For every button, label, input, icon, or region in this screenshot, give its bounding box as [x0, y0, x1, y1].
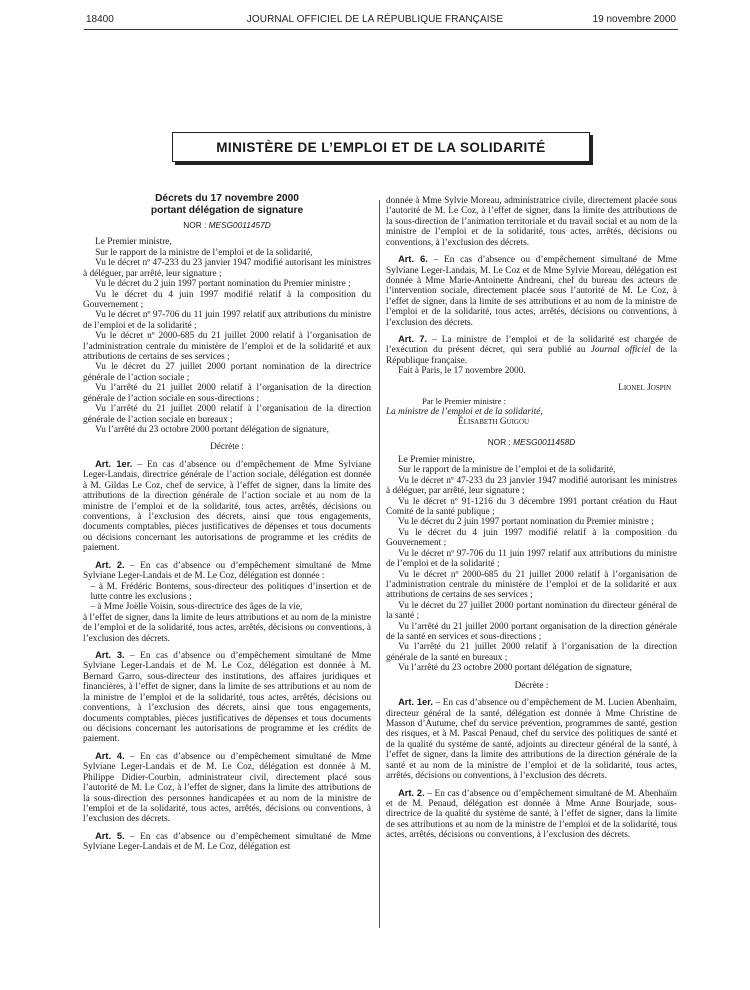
- signature-prime-minister: Lionel Jospin: [618, 382, 671, 393]
- article-6: [386, 254, 677, 328]
- article-label: Art. 2.: [398, 787, 425, 798]
- article-label: Art. 5.: [95, 830, 125, 841]
- article-text: – La ministre de l’emploi et de la solidarité est chargée de l’exécution du présent décret, qui sera publié au: [386, 335, 677, 356]
- preamble-line: Vu le décret du 2 juin 1997 portant nomination du Premier ministre ;: [95, 279, 351, 290]
- decree-subtitle: portant délégation de signature: [150, 205, 304, 216]
- preamble-line: Vu le décret du 2 juin 1997 portant nomination du Premier ministre ;: [398, 517, 654, 528]
- article-text: – En cas d’absence ou d’empêchement simultané de Mme Sylviane Leger-Landais et de M. Le Coz, délégation est donnée à M. Philippe Didier-Courbin, administrateur civil, directement placé sous l’autorité de M. Le Coz, à l’effet de signer, dans la limite des attributions de la sous-direction des personnes handicapées et au nom de la ministre de l’emploi et de la solidarité, tous actes, arrêtés, décisions ou conventions, à l’exclusion des décrets.: [83, 751, 371, 825]
- signature-by: Par le Premier ministre :: [422, 396, 507, 407]
- article-2: [83, 560, 371, 582]
- header-rule: [84, 29, 678, 30]
- preamble-line: Vu l’arrêté du 21 juillet 2000 relatif à l’organisation de la direction générale de la santé en bureaux ;: [386, 642, 677, 663]
- article-7: [386, 334, 677, 366]
- preamble-line: Vu le décret nº 2000-685 du 21 juillet 2000 relatif à l’organisation de l’administration centrale du ministère de l’emploi et de la solidarité et aux attributions de certains de ses services ;: [386, 569, 677, 601]
- article-text: – En cas d’absence ou d’empêchement simultané de Mme Sylviane Leger-Landais et de M. Le Coz, délégation est donnée à M. Bernard Garro, sous-directeur des institutions, des affaires juridiques et financières, à l’effet de signer, dans la limite de ses attributions et au nom de la ministre de l’emploi et de la solidarité, tous actes, arrêtés, décisions ou conventions, à l’exclusion des décrets, ainsi que tous engagements, documents comptables, pièces justificatives de dépenses et tous documents ou décisions concernant les autorisations de programme et les crédits de paiement.: [83, 651, 371, 745]
- preamble-line: Vu l’arrêté du 21 juillet 2000 portant organisation de la direction générale de la santé en services et sous-directions ;: [386, 621, 677, 643]
- journal-name: Journal officiel: [590, 345, 651, 356]
- article-label: Art. 4.: [95, 750, 125, 761]
- preamble-line: Vu le décret nº 47-233 du 23 janvier 1947 modifié autorisant les ministres à déléguer, par arrêté, leur signature ;: [386, 475, 677, 497]
- preamble-line: Sur le rapport de la ministre de l’emploi et de la solidarité,: [95, 247, 313, 258]
- preamble-line: Vu le décret du 27 juillet 2000 portant nomination de la directrice générale de l’action sociale ;: [83, 362, 371, 383]
- article-3: [83, 650, 371, 745]
- preamble-line: Vu l’arrêté du 21 juillet 2000 relatif à l’organisation de la direction générale de l’action sociale en bureaux ;: [83, 404, 371, 425]
- preamble-line: Vu l’arrêté du 23 octobre 2000 portant délégation de signature,: [95, 425, 329, 436]
- article-text: – En cas d’absence ou d’empêchement de Mme Sylviane Leger-Landais, directrice générale de l’action sociale, délégation est donnée à M. Gildas Le Coz, chef de service, à l’effet de signer, dans la limite des attributions de la direction générale de l’action sociale et au nom de la ministre de l’emploi et de la solidarité, tous actes, arrêtés, décisions ou conventions, à l’exclusion des décrets, ainsi que tous engagements, documents comptables, pièces justificatives de dépenses et tous documents ou décisions concernant les autorisations de programme et les crédits de paiement.: [83, 459, 372, 554]
- right-column: [386, 196, 677, 841]
- article-text: donnée à Mme Sylvie Moreau, administratrice civile, directement placée sous l’autorité de M. Le Coz, à l’effet de signer, dans la limite des attributions de la sous-direction de l’animation territoriale et du travail social et au nom de la ministre de l’emploi et de la solidarité, tous actes, arrêtés, décisions ou conventions, à l’exclusion des décrets.: [386, 196, 677, 248]
- minister-role: La ministre de l’emploi et de la solidarité,: [386, 406, 543, 417]
- nor-reference: [83, 220, 371, 230]
- list-item: – à M. Frédéric Bontems, sous-directeur des politiques d’insertion et de lutte contre les exclusions ;: [90, 581, 371, 602]
- article-text: de la République française.: [386, 345, 677, 366]
- left-column: [83, 193, 371, 853]
- article-5: [83, 831, 371, 853]
- article-text: – En cas d’absence ou d’empêchement simultané de Mme Sylviane Leger-Landais et de M. Le Coz, délégation est donnée :: [83, 560, 371, 582]
- article-label: Art. 2.: [95, 559, 125, 570]
- ministry-heading: [172, 132, 590, 162]
- article-4: [83, 751, 371, 825]
- preamble-line: Vu le décret nº 97-706 du 11 juin 1997 relatif aux attributions du ministre de l’emploi et de la solidarité ;: [83, 310, 371, 331]
- column-divider: [379, 200, 380, 928]
- article-label: Art. 3.: [95, 650, 125, 661]
- nor-code: MESG0011458D: [513, 437, 576, 448]
- preamble-line: Vu le décret du 4 juin 1997 modifié relatif à la composition du Gouvernement ;: [83, 289, 371, 310]
- ministry-title: MINISTÈRE DE L’EMPLOI ET DE LA SOLIDARITÉ: [216, 139, 546, 155]
- nor-label: NOR :: [487, 437, 511, 448]
- preamble-line: Sur le rapport de la ministre de l’emploi et de la solidarité,: [398, 465, 616, 476]
- article-1: [83, 459, 371, 554]
- preamble-line: Vu l’arrêté du 21 juillet 2000 relatif à l’organisation de la direction générale de l’action sociale en sous-directions ;: [83, 383, 371, 404]
- nor-code: MESG0011457D: [208, 220, 271, 230]
- article-text: à l’effet de signer, dans la limite de leurs attributions et au nom de la ministre de l’emploi et de la solidarité, tous actes, arrêtés, décisions ou conventions, à l’exclusion des décrets.: [83, 612, 371, 644]
- preamble-line: Vu le décret nº 91-1216 du 3 décembre 1991 portant création du Haut Comité de la santé publique ;: [386, 496, 677, 517]
- article-label: Art. 7.: [398, 334, 428, 345]
- article-text: – En cas d’absence ou d’empêchement simultané de M. Abenhaïm et de M. Penaud, délégation est donnée à Mme Anne Bourjade, sous-directrice de la qualité du système de santé, à l’effet de signer, dans la limite de ses attributions et au nom de la ministre de l’emploi et de la solidarité, tous actes, arrêtés, décisions ou conventions, à l’exclusion des décrets.: [386, 788, 677, 841]
- preamble-line: Vu le décret nº 97-706 du 11 juin 1997 relatif aux attributions du ministre de l’emploi et de la solidarité ;: [386, 548, 677, 570]
- decrete-heading: Décrète :: [514, 680, 549, 691]
- preamble-line: Le Premier ministre,: [398, 454, 475, 465]
- page-number: 18400: [86, 14, 114, 25]
- article-label: Art. 6.: [398, 254, 428, 265]
- minister-name: Élisabeth Guigou: [458, 417, 530, 428]
- preamble-line: Vu le décret nº 2000-685 du 21 juillet 2000 relatif à l’organisation de l’administration centrale du ministère de l’emploi et de la solidarité et aux attributions de certains de ses services ;: [83, 331, 371, 363]
- journal-title: JOURNAL OFFICIEL DE LA RÉPUBLIQUE FRANÇAISE: [246, 14, 504, 25]
- article-text: – En cas d’absence ou d’empêchement simultané de Mme Sylviane Leger-Landais et de M. Le Coz, délégation est: [83, 831, 371, 853]
- done-at: Fait à Paris, le 17 novembre 2000.: [398, 366, 526, 377]
- article-label: Art. 1er.: [398, 697, 433, 708]
- decree-title: Décrets du 17 novembre 2000: [155, 193, 299, 204]
- nor-label: NOR :: [183, 220, 207, 230]
- preamble-line: Vu l’arrêté du 23 octobre 2000 portant délégation de signature,: [398, 663, 632, 674]
- article-2: [386, 788, 677, 841]
- article-text: – En cas d’absence ou d’empêchement simultané de Mme Sylviane Leger-Landais, M. Le Coz et de Mme Sylvie Moreau, délégation est donnée à Mme Marie-Antoinette Andreani, chef du bureau des acteurs de l’intervention sociale, directement placée sous l’autorité de M. Le Coz, à l’effet de signer, dans la limite de ses attributions et au nom de la ministre de l’emploi et de la solidarité, tous actes, arrêtés, décisions ou conventions, à l’exclusion des décrets.: [386, 255, 677, 328]
- article-label: Art. 1er.: [95, 458, 133, 469]
- nor-reference: [386, 437, 677, 447]
- preamble-line: Le Premier ministre,: [95, 237, 172, 248]
- publication-date: 19 novembre 2000: [592, 14, 676, 25]
- preamble-line: Vu le décret du 27 juillet 2000 portant nomination du directeur général de la santé ;: [386, 600, 677, 622]
- article-1: [386, 697, 677, 781]
- decrete-heading: Décrète :: [210, 442, 244, 453]
- article-text: – En cas d’absence ou d’empêchement de M. Lucien Abenhaïm, directeur général de la santé, délégation est donnée à Mme Christine de Masson d’Autume, chef du service prévention, programmes de santé, gestion des risques, et à M. Pascal Penaud, chef du service des politiques de santé et de la qualité du système de santé, adjoints au directeur général de la santé, à l’effet de signer, dans la limite des attributions de la direction générale de la santé et au nom de la ministre de l’emploi et de la solidarité, tous actes, arrêtés, décisions ou conventions, à l’exclusion des décrets.: [386, 698, 678, 782]
- list-item: – à Mme Joëlle Voisin, sous-directrice des âges de la vie,: [90, 602, 303, 613]
- preamble-line: Vu le décret du 4 juin 1997 modifié relatif à la composition du Gouvernement ;: [386, 527, 677, 549]
- preamble-line: Vu le décret nº 47-233 du 23 janvier 1947 modifié autorisant les ministres à déléguer, par arrêté, leur signature ;: [83, 258, 371, 279]
